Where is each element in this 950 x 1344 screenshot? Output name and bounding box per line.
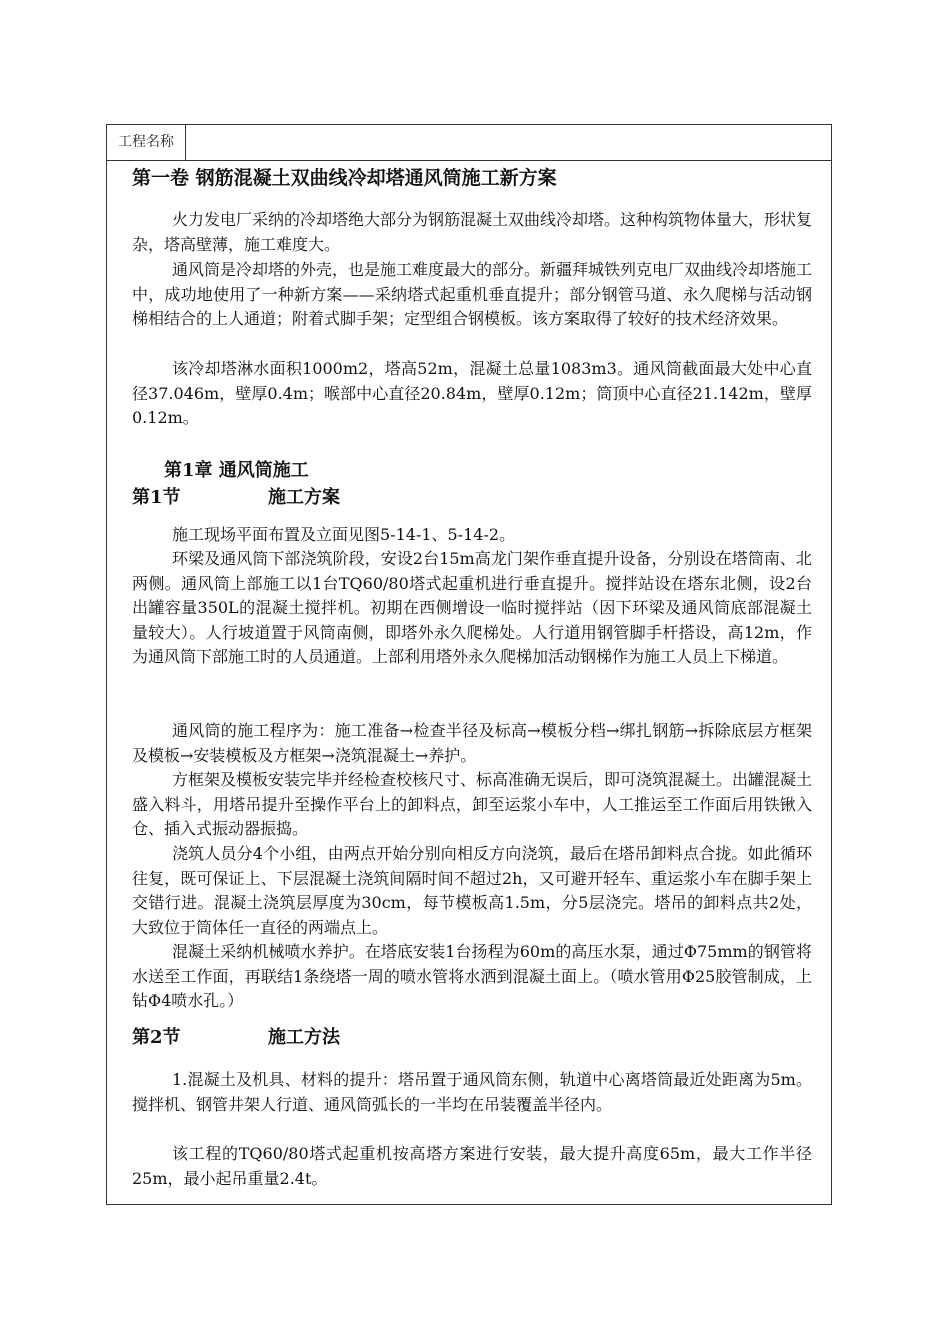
- header-row: [107, 125, 831, 161]
- body-paragraph: 环梁及通风筒下部浇筑阶段，安设2台15m高龙门架作垂直提升设备，分别设在塔筒南、北两侧。通风筒上部施工以1台TQ60/80塔式起重机进行垂直提升。搅拌站设在塔东北侧，设2台出罐容量350L的混凝土搅拌机。初期在西侧增设一临时搅拌站（因下环梁及通风筒底部混凝土量较大）。人行坡道置于风筒南侧，即塔外永久爬梯处。人行道用钢管脚手杆搭设，高12m，作为通风筒下部施工时的人员通道。上部利用塔外永久爬梯加活动钢梯作为施工人员上下梯道。: [132, 549, 812, 667]
- section-heading: [132, 483, 340, 509]
- section-title: 施工方案: [268, 487, 340, 508]
- body-paragraph: 混凝土采纳机械喷水养护。在塔底安装1台扬程为60m的高压水泵，通过Φ75mm的钢管将水送至工作面，再联结1条绕塔一周的喷水管将水洒到混凝土面上。（喷水管用Φ25胶管制成，上钻Φ4喷水孔。）: [132, 942, 812, 1011]
- body-paragraph: 方框架及模板安装完毕并经检查校核尺寸、标高准确无误后，即可浇筑混凝土。出罐混凝土盛入料斗，用塔吊提升至操作平台上的卸料点，卸至运浆小车中，人工推运至工作面后用铁锹入仓、插入式振动器振捣。: [132, 770, 813, 839]
- body-paragraph: 1.混凝土及机具、材料的提升：塔吊置于通风筒东侧，轨道中心离塔筒最近处距离为5m。搅拌机、钢管井架人行道、通风筒弧长的一半均在吊装覆盖半径内。: [132, 1070, 812, 1114]
- body-paragraph: 该工程的TQ60/80塔式起重机按高塔方案进行安装，最大提升高度65m，最大工作半径25m，最小起吊重量2.4t。: [132, 1144, 812, 1188]
- body-paragraph: 施工现场平面布置及立面见图5-14-1、5-14-2。: [172, 525, 516, 544]
- intro-paragraph: 火力发电厂采纳的冷却塔绝大部分为钢筋混凝土双曲线冷却塔。这种构筑物体量大，形状复杂，塔高壁薄，施工难度大。: [132, 210, 813, 254]
- section-number: 第1节: [132, 487, 181, 508]
- document-frame: [106, 124, 832, 1205]
- intro-paragraph: 该冷却塔淋水面积1000m2，塔高52m，混凝土总量1083m3。通风筒截面最大处中心直径37.046m，壁厚0.4m；喉部中心直径20.84m，壁厚0.12m；筒顶中心直径21.142m，壁厚0.12m。: [132, 359, 812, 428]
- volume-title: 第一卷 钢筋混凝土双曲线冷却塔通风筒施工新方案: [132, 167, 557, 189]
- section-title: 施工方法: [268, 1027, 340, 1048]
- project-name-label: 工程名称: [107, 125, 186, 160]
- intro-paragraph: 通风筒是冷却塔的外壳，也是施工难度最大的部分。新疆拜城铁列克电厂双曲线冷却塔施工中，成功地使用了一种新方案——采纳塔式起重机垂直提升；部分钢管马道、永久爬梯与活动钢梯相结合的上人通道；附着式脚手架；定型组合钢模板。该方案取得了较好的技术经济效果。: [132, 260, 813, 329]
- chapter-title: 第1章 通风筒施工: [164, 460, 309, 481]
- section-heading: [132, 1023, 340, 1049]
- section-number: 第2节: [132, 1027, 181, 1048]
- body-paragraph: 通风筒的施工程序为：施工准备→检查半径及标高→模板分档→绑扎钢筋→拆除底层方框架及模板→安装模板及方框架→浇筑混凝土→养护。: [132, 721, 812, 765]
- body-paragraph: 浇筑人员分4个小组，由两点开始分别向相反方向浇筑，最后在塔吊卸料点合拢。如此循环往复，既可保证上、下层混凝土浇筑间隔时间不超过2h，又可避开轻车、重运浆小车在脚手架上交错行进。混凝土浇筑层厚度为30cm，每节模板高1.5m，分5层浇完。塔吊的卸料点共2处，大致位于筒体任一直径的两端点上。: [132, 844, 812, 937]
